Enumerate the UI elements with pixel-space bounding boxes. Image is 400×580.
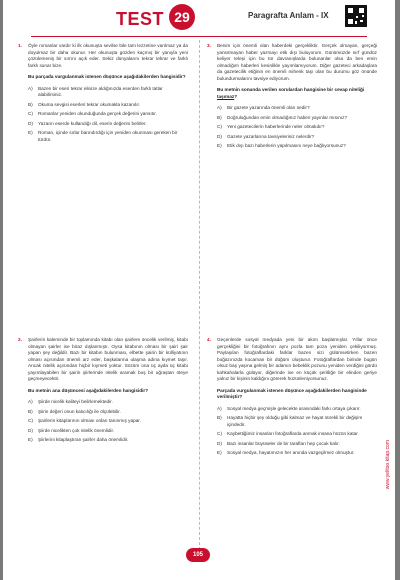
option-a[interactable]: A) Bir gazete yazarında önemli olan nedir? [217, 105, 310, 110]
question-4 [207, 337, 377, 460]
question-prompt: Bu metnin sonunda verilen sorulardan hangisine bir cevap niteliği taşımaz? [217, 87, 365, 99]
question-stem: Geçenlerde sosyal medyada yeni bir akım başlatmışlar. Yıllar önce gerçekliğini bir fotoğrafının aynı pozla tam poza yeniden çekiliyormuş. Paylaşılan fotoğraflardaki farklar bazen sizi gülümsetirken bazen boğazınızda kocaman bir düğüm oluşturur. Fotoğraflardan birinde bugün olsuz baş yaşına gelmiş bir adamın bebeklik pozunu yeniden verdiğini gördü kahkahalarla gülüyor, diğerinde ise en küçük şeritliğe bir elinden geriye yalnız bir kişinin kaldığını görerek hüzünleniyorsunuz. [217, 337, 377, 381]
option-c[interactable]: C) Kaybettiğimiz insanları fotoğraflarda anmak insana hüzün katar. [217, 431, 359, 436]
question-3 [207, 43, 377, 153]
page-header [3, 0, 395, 34]
option-c[interactable]: C) Şairlerin kitaplarının olması onları tanınmış yapar. [28, 418, 141, 423]
column-divider [199, 40, 200, 550]
publisher-url[interactable]: www.yelitoo.kitap.com [385, 440, 391, 490]
option-c[interactable]: C) Romanlar yeniden okunduğunda gerçek değerini yansıtır. [28, 111, 157, 116]
option-d[interactable]: D) Bazı insanlar büyüseler de bir tarafları hep çocuk kalır. [217, 440, 340, 446]
question-number: 2. [18, 337, 22, 342]
question-stem: Öyle romanlar vardır ki ilk okunuşta sevilse bile tam lezzetine varılmaz ya da doyulmaz bir daha okunur. Her okunuşta gözden kaçmış bir yanıyla yeni çözülemeniş bir sırrını açık eder. Sekiz dünyalarını tekrar tekrar ve farklı farklı sunar bize. [28, 43, 188, 68]
header-divider [31, 36, 367, 37]
question-number: 1. [18, 43, 22, 48]
test-label: TEST [116, 9, 165, 29]
option-e[interactable]: E) Şiirlerini kitaplaştıran şairler daha önemlidir. [28, 437, 129, 442]
option-b[interactable]: B) Hayatta hiçbir şey olduğu gibi kalmaz ve hayat sürekli bir değişim içindedir. [217, 415, 363, 427]
option-e[interactable]: E) Etik dışı bazı haberlerin yapılmasını neye bağlıyorsunuz? [217, 143, 346, 148]
question-number: 4. [207, 337, 211, 342]
question-stem: Benim için önemli olan haberdeki gerçekliktir. Gerçek olmayan, gerçeği yansıtmayan haber yazmayı etik dışı buluyorum. Günümüzde sırf gündüz keliyer teleşi için bu tür davranışlarda bulunanlar olsa da ben emin olmadığım haberleri kesinlikle yayımlamıyorum. Diğer gazeteci arkadaşlara da gazetecilik etiğinin en önemli mihenk taşı olan bu durumu göz önünde bulundurmalarını tavsiye ediyorum. [217, 43, 377, 81]
option-b[interactable]: B) Şiirin değeri onun kalıcılığı ile ölçülebilir. [28, 408, 121, 414]
test-number-badge: 29 [169, 4, 195, 30]
question-prompt: Bu metnin ana düşüncesi aşağıdakilerden hangisidir? [28, 387, 149, 393]
underlined-keyword: taşımaz [217, 93, 235, 99]
worksheet-page [3, 0, 395, 580]
question-1 [18, 43, 188, 146]
question-number: 3. [207, 43, 211, 48]
option-e[interactable]: E) Sosyal medya, hayatımızın her anında vazgeçilmez olmuştur. [217, 450, 355, 455]
question-prompt: Bu parçada vurgulanmak istenen düşünce aşağıdakilerden hangisidir? [28, 74, 186, 79]
option-e[interactable]: E) Roman, içinde sırlar barındırdığı için yeniden okunması gereken bir türdür. [28, 130, 178, 142]
option-d[interactable]: D) Gazete yazarlarına tavsiyeleriniz nelerdir? [217, 133, 315, 139]
option-d[interactable]: D) Şiirde nicelikten çok nitelik önemlidir. [28, 427, 115, 433]
option-b[interactable]: B) Doğruluğundan emin olmadığınız haberi yayınlar mısınız? [217, 114, 348, 120]
question-prompt: Parçada vurgulanmak istenen düşünce aşağıdakilerden hangisinde verilmiştir? [217, 387, 367, 399]
page-number: 105 [186, 548, 210, 562]
question-stem: Şairlerin kaleminde bir toplamında kitabı olan şairlere öncelik verilmiş, kitabı olmayan şairler ise biraz dışlanmıştı. Oysa kitabının olması bir şairi şair yapan şey değildir. Bazı bir kitabın bulunması, elbette şairin bir külliyatının olması açısından önemli arz eder, başkalarına ulaşma adına kıymet taşır. Ancak nitelik açısından hiçbir kıymeti yoktur. Sözüm ona üç ayda üç kitabı yayımlayabilen bir şairin şiirlerinde nitelik aramak boş bir uğraştan öteye geçmeyecektir. [28, 337, 188, 381]
qr-code-icon[interactable] [345, 5, 367, 27]
option-b[interactable]: B) Okuma sevgisi eserleri tekrar okumakla kazanılır. [28, 101, 141, 107]
option-a[interactable]: A) Sosyal medya geçmişle gelecekte arasındaki farkı ortaya çıkarır. [217, 405, 361, 411]
topic-title: Paragrafta Anlam - IX [248, 11, 329, 20]
option-c[interactable]: C) Yeni gazetecilerin haberlerinde neler olmalıdır? [217, 124, 325, 129]
option-a[interactable]: A) Şiirde nicelik kaliteyi belirlemektedir. [28, 399, 113, 404]
question-2 [18, 337, 188, 447]
option-d[interactable]: D) Yazarın eserde kullandığı dil, eserin değerini belirler. [28, 120, 147, 126]
option-a[interactable]: A) Bazen bir eseri tekrar elinize aldığınızda eserden farklı tatlar alabilirsiniz. [28, 85, 163, 97]
